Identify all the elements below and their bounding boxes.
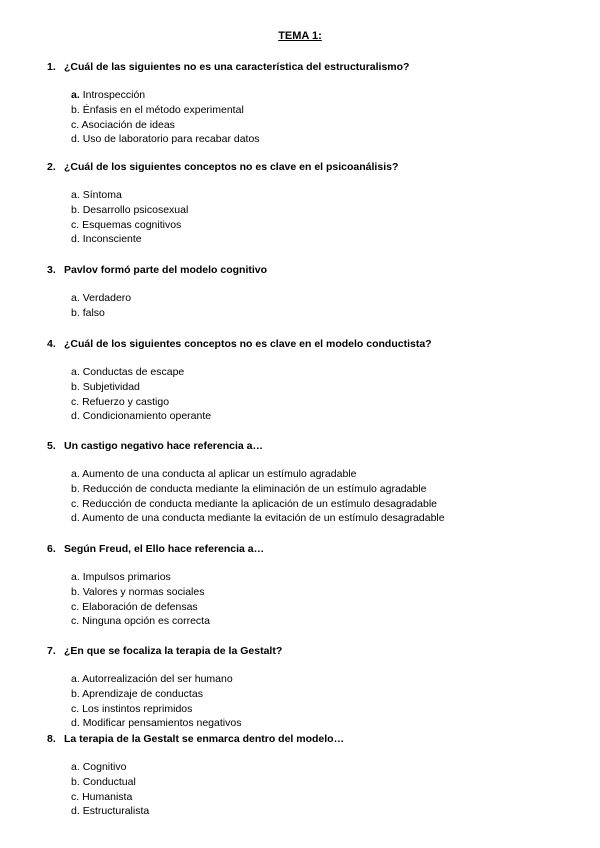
option-b xyxy=(71,687,241,702)
option-text: Valores y normas sociales xyxy=(82,585,205,598)
option-letter: b. xyxy=(71,103,80,116)
option-text: falso xyxy=(82,306,105,319)
question-5 xyxy=(0,439,600,525)
option-letter: d. xyxy=(71,233,80,246)
option-text: Uso de laboratorio para recabar datos xyxy=(82,133,260,146)
option-letter: b. xyxy=(71,306,80,319)
option-text: Aumento de una conducta mediante la evitación de un estímulo desagradable xyxy=(82,512,445,525)
option-letter: b. xyxy=(71,775,80,788)
question-number: 7. xyxy=(47,645,56,657)
option-a xyxy=(71,291,131,306)
question-3 xyxy=(0,263,600,319)
option-a xyxy=(71,672,241,687)
option-b xyxy=(71,103,260,118)
option-c-2 xyxy=(71,614,210,629)
option-letter: c. xyxy=(71,790,80,803)
question-heading xyxy=(0,439,600,453)
option-letter: d. xyxy=(71,805,80,818)
option-b xyxy=(71,306,131,321)
option-a xyxy=(71,88,260,103)
options-list xyxy=(71,570,210,629)
question-heading xyxy=(0,732,600,746)
question-heading xyxy=(0,160,600,174)
option-text: Estructuralista xyxy=(82,805,150,818)
option-text: Subjetividad xyxy=(82,380,140,393)
option-a xyxy=(71,760,149,775)
question-7 xyxy=(0,644,600,730)
option-d xyxy=(71,232,188,247)
option-letter: a. xyxy=(71,89,80,101)
question-heading xyxy=(0,644,600,658)
option-letter: c. xyxy=(71,395,80,408)
option-letter: c. xyxy=(71,702,80,715)
question-number: 3. xyxy=(47,264,56,276)
options-list xyxy=(71,88,260,147)
option-text: Conductual xyxy=(82,775,136,788)
option-letter: c. xyxy=(71,118,80,131)
option-a xyxy=(71,467,445,482)
option-c xyxy=(71,790,149,805)
option-text: Modificar pensamientos negativos xyxy=(82,717,242,730)
question-heading xyxy=(0,542,600,556)
option-letter: a. xyxy=(71,571,80,583)
question-text: Pavlov formó parte del modelo cognitivo xyxy=(64,264,268,276)
option-text: Asociación de ideas xyxy=(81,118,175,131)
option-c xyxy=(71,497,445,512)
option-letter: c. xyxy=(71,218,80,231)
option-letter: b. xyxy=(71,585,80,598)
option-text: Énfasis en el método experimental xyxy=(82,103,244,116)
option-letter: d. xyxy=(71,717,80,730)
option-text: Elaboración de defensas xyxy=(82,600,198,613)
options-list xyxy=(71,672,241,731)
question-text: Un castigo negativo hace referencia a… xyxy=(64,440,263,452)
question-6 xyxy=(0,542,600,628)
question-number: 1. xyxy=(47,61,56,73)
option-text: Los instintos reprimidos xyxy=(82,702,193,715)
option-d xyxy=(71,804,149,819)
option-letter: d. xyxy=(71,133,80,146)
option-b xyxy=(71,482,445,497)
option-letter: d. xyxy=(71,410,80,423)
option-text: Ninguna opción es correcta xyxy=(82,615,210,628)
question-text: ¿En que se focaliza la terapia de la Gestalt? xyxy=(64,645,283,657)
page-title: TEMA 1: xyxy=(278,30,322,42)
option-letter: c. xyxy=(71,615,80,628)
option-letter: a. xyxy=(71,761,80,773)
option-c xyxy=(71,118,260,133)
option-letter: b. xyxy=(71,203,80,216)
question-text: ¿Cuál de los siguientes conceptos no es clave en el modelo conductista? xyxy=(64,338,432,350)
question-1 xyxy=(0,60,600,146)
options-list xyxy=(71,365,211,424)
question-number: 8. xyxy=(47,733,56,745)
question-heading xyxy=(0,337,600,351)
option-letter: b. xyxy=(71,380,80,393)
option-d xyxy=(71,409,211,424)
question-text: ¿Cuál de los siguientes conceptos no es clave en el psicoanálisis? xyxy=(64,161,399,173)
question-number: 5. xyxy=(47,440,56,452)
option-text: Reducción de conducta mediante la aplicación de un estímulo desagradable xyxy=(82,497,437,510)
option-c xyxy=(71,395,211,410)
question-number: 2. xyxy=(47,161,56,173)
question-2 xyxy=(0,160,600,246)
option-b xyxy=(71,203,188,218)
question-number: 4. xyxy=(47,338,56,350)
option-text: Cognitivo xyxy=(82,761,127,773)
option-c xyxy=(71,600,210,615)
option-text: Verdadero xyxy=(82,292,132,304)
question-text: Según Freud, el Ello hace referencia a… xyxy=(64,543,265,555)
option-text: Esquemas cognitivos xyxy=(82,218,182,231)
option-letter: d. xyxy=(71,512,80,525)
option-d xyxy=(71,132,260,147)
question-heading xyxy=(0,263,600,277)
option-text: Desarrollo psicosexual xyxy=(82,203,189,216)
option-b xyxy=(71,585,210,600)
option-text: Refuerzo y castigo xyxy=(82,395,170,408)
option-text: Reducción de conducta mediante la eliminación de un estímulo agradable xyxy=(82,482,427,495)
question-4 xyxy=(0,337,600,423)
options-list xyxy=(71,467,445,526)
option-text: Humanista xyxy=(82,790,133,803)
question-heading xyxy=(0,60,600,74)
option-c xyxy=(71,702,241,717)
option-c xyxy=(71,218,188,233)
option-letter: b. xyxy=(71,687,80,700)
option-text: Introspección xyxy=(82,89,146,101)
options-list xyxy=(71,188,188,247)
option-a xyxy=(71,365,211,380)
option-d xyxy=(71,716,241,731)
option-text: Autorrealización del ser humano xyxy=(82,673,233,685)
option-letter: a. xyxy=(71,366,80,378)
options-list xyxy=(71,291,131,321)
option-text: Inconsciente xyxy=(82,233,142,246)
option-letter: a. xyxy=(71,673,80,685)
option-letter: a. xyxy=(71,189,80,201)
option-letter: b. xyxy=(71,482,80,495)
option-letter: a. xyxy=(71,468,80,480)
option-a xyxy=(71,188,188,203)
option-letter: c. xyxy=(71,600,80,613)
option-d xyxy=(71,511,445,526)
option-text: Aprendizaje de conductas xyxy=(82,687,203,700)
option-text: Síntoma xyxy=(82,189,122,201)
option-text: Conductas de escape xyxy=(82,366,185,378)
option-letter: a. xyxy=(71,292,80,304)
option-letter: c. xyxy=(71,497,80,510)
option-text: Aumento de una conducta al aplicar un estímulo agradable xyxy=(82,468,357,480)
question-text: ¿Cuál de las siguientes no es una característica del estructuralismo? xyxy=(64,61,410,73)
option-a xyxy=(71,570,210,585)
question-text: La terapia de la Gestalt se enmarca dentro del modelo… xyxy=(64,733,345,745)
question-8 xyxy=(0,732,600,818)
option-text: Condicionamiento operante xyxy=(82,410,212,423)
option-b xyxy=(71,775,149,790)
options-list xyxy=(71,760,149,819)
question-number: 6. xyxy=(47,543,56,555)
option-text: Impulsos primarios xyxy=(82,571,171,583)
option-b xyxy=(71,380,211,395)
